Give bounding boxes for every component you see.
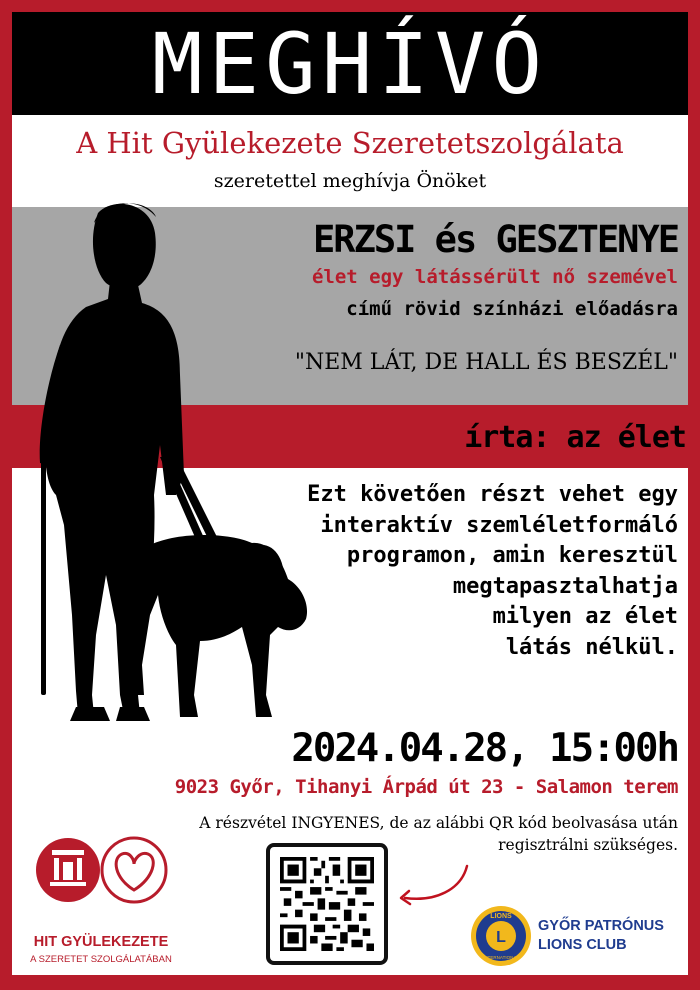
lions-badge-top: LIONS [490,913,512,920]
lions-club-name-line1: GYŐR PATRÓNUS [538,918,664,934]
lions-badge-bottom: INTERNATIONAL [483,955,519,960]
curved-arrow-icon [395,862,475,912]
hit-logo-subtitle: A SZERETET SZOLGÁLATÁBAN [30,954,172,965]
temple-heart-logo-icon [30,820,170,932]
lions-badge-letter: L [496,929,506,946]
lions-club-name-line2: LIONS CLUB [538,937,627,953]
hit-logo-name: HIT GYÜLEKEZETE [33,934,169,950]
note-line: A részvétel INGYENES, de az alábbi QR kód beolvasása után [199,814,678,832]
program-line: programon, amin keresztül [346,543,678,568]
invite-line: szeretettel meghívja Önöket [213,170,487,192]
event-address: 9023 Győr, Tihanyi Árpád út 23 - Salamon terem [174,776,678,798]
program-line: megtapasztalhatja [452,573,678,599]
qr-code-icon[interactable] [280,857,374,951]
show-author: írta: az élet [464,420,686,455]
qr-code-frame[interactable] [266,843,388,965]
event-datetime: 2024.04.28, 15:00h [291,726,678,771]
page-title: MEGHÍVÓ [151,14,548,113]
program-line: interaktív szemléletformáló [320,512,678,538]
lions-club-emblem-icon [470,905,532,967]
blind-person-with-guide-dog-silhouette-icon [20,195,320,795]
program-line: milyen az élet [492,604,678,629]
show-title: ERZSI és GESZTENYE [313,218,678,261]
show-description: című rövid színházi előadásra [346,298,678,320]
program-text [307,480,678,663]
program-line: Ezt követően részt vehet egy [307,482,678,507]
organization-name: A Hit Gyülekezete Szeretetszolgálata [76,126,624,160]
show-quote: "NEM LÁT, DE HALL ÉS BESZÉL" [294,350,678,375]
show-subtitle: élet egy látássérült nő szemével [311,266,678,288]
note-line: regisztrálni szükséges. [498,836,678,854]
program-line: látás nélkül. [505,634,678,660]
